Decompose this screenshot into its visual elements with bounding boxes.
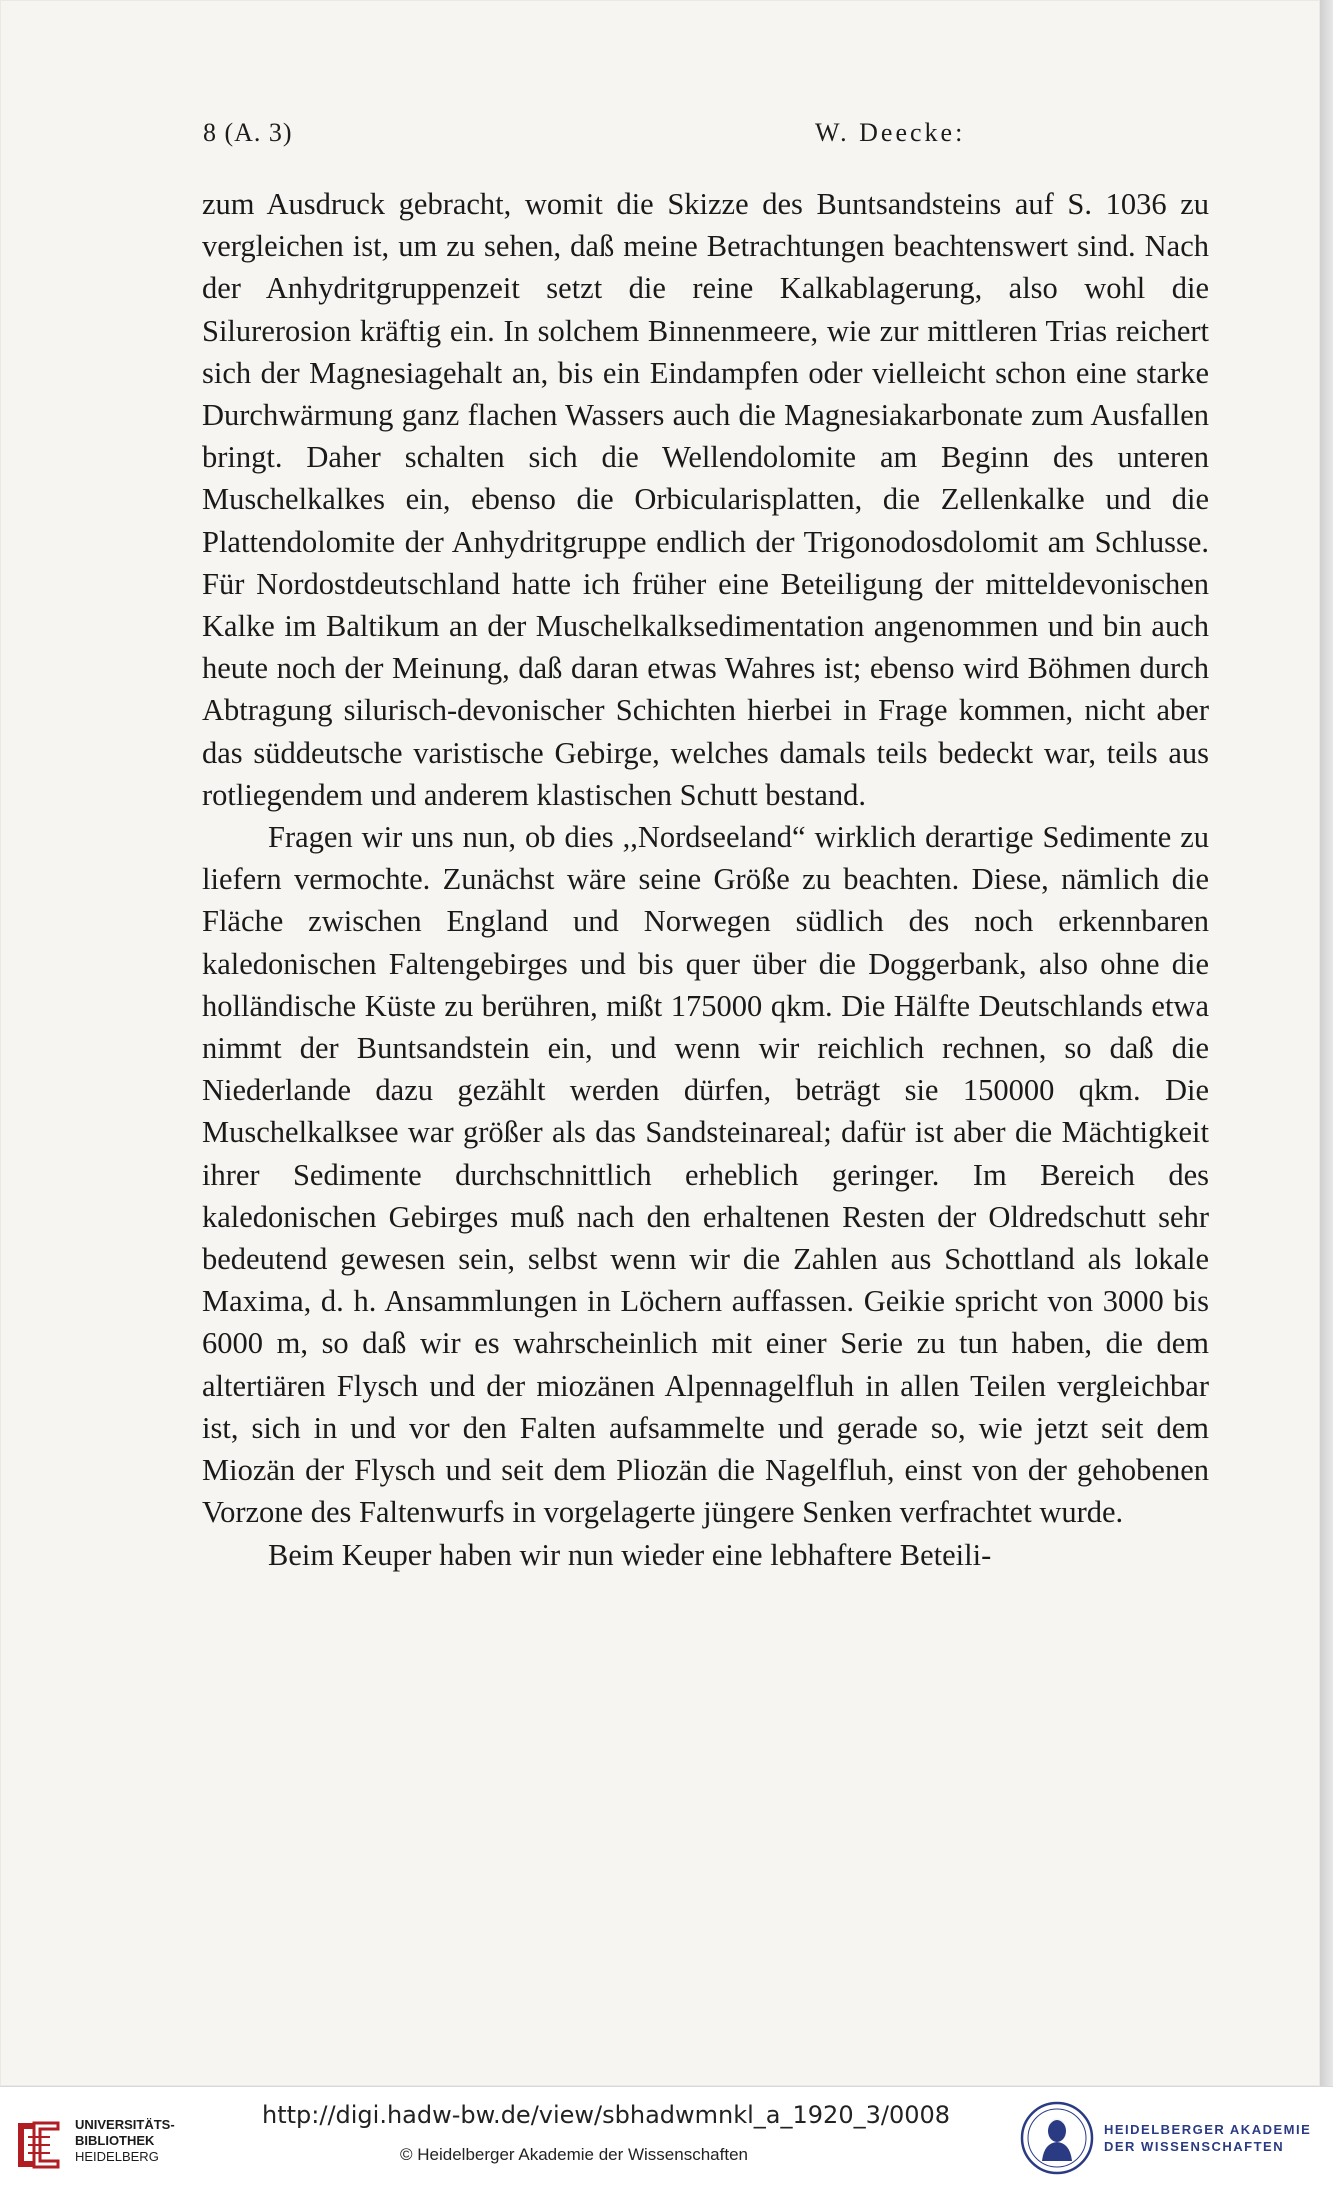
copyright-notice: © Heidelberger Akademie der Wissenschaften (400, 2145, 748, 2164)
academy-name-line-2: DER WISSENSCHAFTEN (1104, 2139, 1285, 2154)
body-text (202, 183, 1209, 1576)
paragraph-2: Fragen wir uns nun, ob dies ,,Nordseeland“ wirklich derartige Sedimente zu liefern vermochte. Zunächst wäre seine Größe zu beachten. Diese, nämlich die Fläche zwischen England und Norwegen südlich des noch erkennbaren kaledonischen Faltengebirges und bis quer über die Doggerbank, also ohne die holländische Küste zu berühren, mißt 175000 qkm. Die Hälfte Deutschlands etwa nimmt der Buntsandstein ein, und wenn wir reichlich rechnen, so daß die Niederlande dazu gezählt werden dürfen, beträgt sie 150000 qkm. Die Muschelkalksee war größer als das Sandsteinareal; dafür ist aber die Mächtigkeit ihrer Sedimente durchschnittlich erheblich geringer. Im Bereich des kaledonischen Gebirges muß nach den erhaltenen Resten der Oldredschutt sehr bedeutend gewesen sein, selbst wenn wir die Zahlen aus Schottland als lokale Maxima, d. h. Ansammlungen in Löchern auffassen. Geikie spricht von 3000 bis 6000 m, so daß wir es wahrscheinlich mit einer Serie zu tun haben, die dem altertiären Flysch und der miozänen Alpennagelfluh in allen Teilen vergleichbar ist, sich in und vor den Falten aufsammelte und gerade so, wie jetzt seit dem Miozän der Flysch und seit dem Pliozän die Nagelfluh, einst von der gehobenen Vorzone des Faltenwurfs in vorgelagerte jüngere Senken verfrachtet wurde. (202, 820, 1209, 1530)
running-head (203, 118, 1208, 154)
library-name-line-3: HEIDELBERG (75, 2149, 159, 2164)
academy-name (1104, 2121, 1311, 2155)
page-number: 8 (A. 3) (203, 118, 293, 147)
library-name-line-1: UNIVERSITÄTS- (75, 2117, 175, 2132)
running-head-author: W. Deecke: (815, 118, 966, 147)
permalink-url[interactable]: http://digi.hadw-bw.de/view/sbhadwmnkl_a_1920_3/0008 (262, 2101, 951, 2129)
paragraph-1: zum Ausdruck gebracht, womit die Skizze des Buntsandsteins auf S. 1036 zu vergleichen ist, um zu sehen, daß meine Betrachtungen beachtenswert sind. Nach der Anhydritgruppenzeit setzt die reine Kalkablagerung, also wohl die Silurerosion kräftig ein. In solchem Binnenmeere, wie zur mittleren Trias reichert sich der Magnesiagehalt an, bis ein Eindampfen oder vielleicht schon eine starke Durchwärmung ganz flachen Wassers auch die Magnesiakarbonate zum Ausfallen bringt. Daher schalten sich die Wellendolomite am Beginn des unteren Muschelkalkes ein, ebenso die Orbicularisplatten, die Zellenkalke und die Plattendolomite der Anhydritgruppe endlich der Trigonodosdolomit am Schlusse. Für Nordostdeutschland hatte ich früher eine Beteiligung der mitteldevonischen Kalke im Baltikum an der Muschelkalksedimentation angenommen und bin auch heute noch der Meinung, daß daran etwas Wahres ist; ebenso wird Böhmen durch Abtragung silurisch-devonischer Schichten hierbei in Frage kommen, nicht aber das süddeutsche varistische Gebirge, welches damals teils bedeckt war, teils aus rotliegendem und anderem klastischen Schutt bestand. (202, 187, 1209, 812)
academy-name-line-1: HEIDELBERGER AKADEMIE (1104, 2122, 1312, 2137)
academy-seal-icon (1020, 2101, 1094, 2175)
paragraph-3: Beim Keuper haben wir nun wieder eine lebhaftere Beteili- (268, 1537, 992, 1572)
library-name-line-2: BIBLIOTHEK (75, 2133, 155, 2148)
scan-edge (1320, 0, 1333, 2086)
university-library-name (75, 2117, 175, 2165)
university-library-logo-icon (10, 2117, 66, 2173)
viewer-footer (0, 2086, 1333, 2192)
